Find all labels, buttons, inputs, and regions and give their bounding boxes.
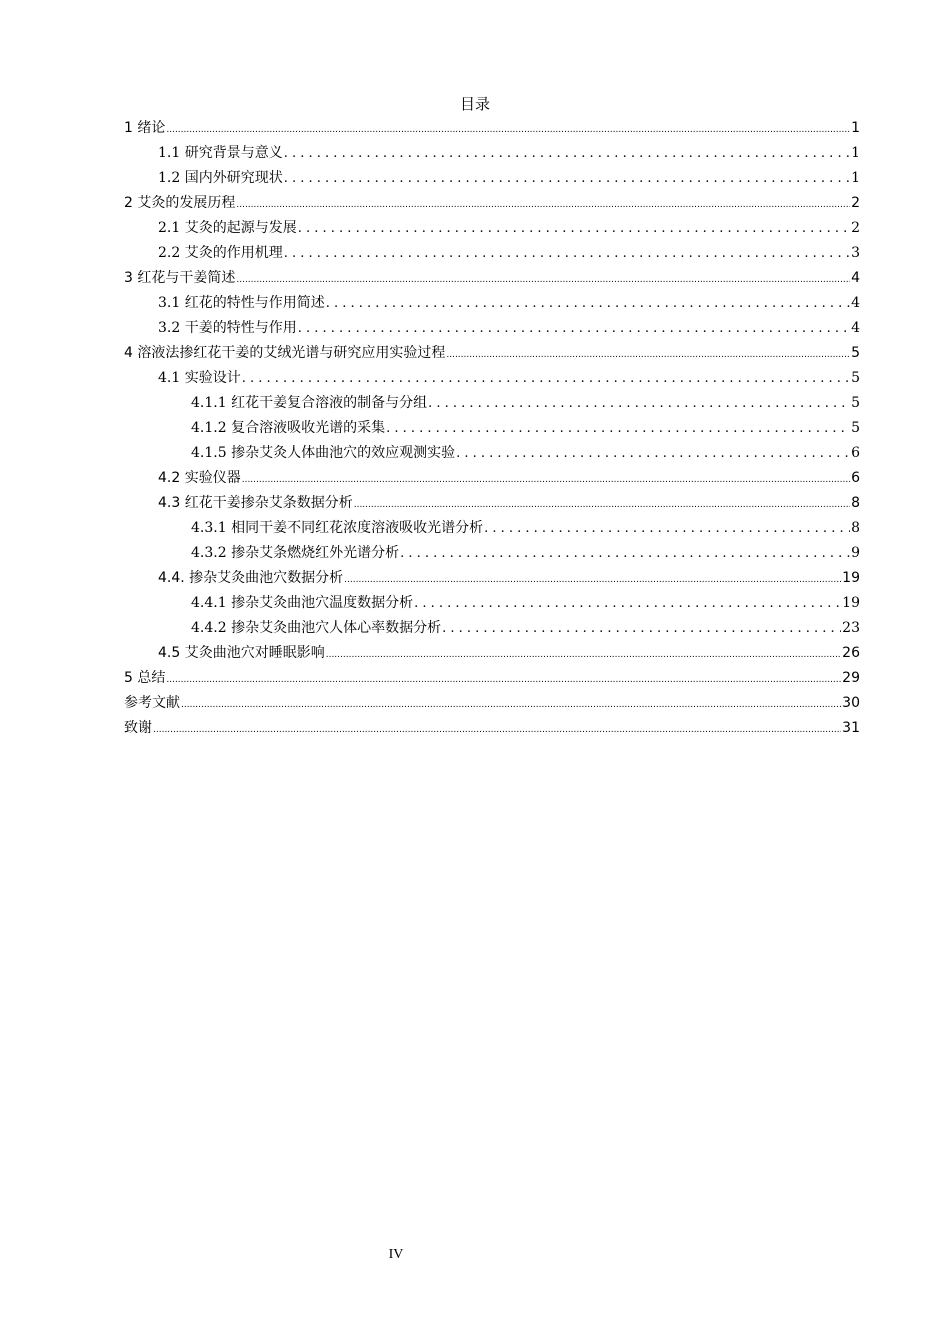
toc-entry-page-number: 5	[851, 420, 860, 436]
dot-leader	[326, 293, 850, 315]
toc-entry[interactable]	[124, 442, 860, 467]
dot-leader	[428, 393, 850, 415]
toc-entry-label: 4.5 艾灸曲池穴对睡眠影响	[158, 645, 325, 661]
dot-leader	[298, 318, 850, 340]
dot-leader	[284, 143, 850, 165]
dot-leader	[181, 694, 841, 716]
toc-entry-label: 致谢	[124, 720, 152, 736]
toc-entry-page-number: 2	[851, 195, 860, 211]
toc-entry-page-number: 4	[851, 270, 860, 286]
toc-entry[interactable]	[124, 717, 860, 742]
toc-entry-page-number: 5	[851, 345, 860, 361]
dot-leader	[386, 418, 850, 440]
toc-entry-label: 4.3.2 掺杂艾条燃烧红外光谱分析	[191, 545, 400, 561]
toc-entry-page-number: 4	[851, 295, 860, 311]
toc-entry-page-number: 1	[851, 170, 860, 186]
toc-entry-page-number: 26	[842, 645, 860, 661]
dot-leader	[236, 269, 850, 291]
toc-entry-label: 4 溶液法掺红花干姜的艾绒光谱与研究应用实验过程	[124, 345, 446, 361]
toc-entry-page-number: 9	[851, 545, 860, 561]
dot-leader	[166, 119, 850, 141]
toc-entry-label: 4.1.1 红花干姜复合溶液的制备与分组	[191, 395, 428, 411]
toc-entry-label: 4.3 红花干姜掺杂艾条数据分析	[158, 495, 353, 511]
toc-entry-page-number: 8	[851, 495, 860, 511]
toc-entry-page-number: 23	[842, 620, 860, 636]
toc-entry-page-number: 3	[851, 245, 860, 261]
toc-entry-page-number: 6	[851, 470, 860, 486]
toc-entry[interactable]	[124, 417, 860, 442]
toc-entry-label: 参考文献	[124, 695, 180, 711]
toc-entry-label: 2.1 艾灸的起源与发展	[158, 220, 297, 236]
dot-leader	[326, 644, 841, 666]
toc-entry[interactable]	[124, 392, 860, 417]
toc-entry[interactable]	[124, 317, 860, 342]
dot-leader	[298, 218, 850, 240]
dot-leader	[284, 243, 850, 265]
toc-entry[interactable]	[124, 267, 860, 292]
toc-entry-label: 3.1 红花的特性与作用简述	[158, 295, 325, 311]
dot-leader	[456, 443, 850, 465]
toc-entry-label: 2 艾灸的发展历程	[124, 195, 236, 211]
toc-entry[interactable]	[124, 492, 860, 517]
dot-leader	[484, 518, 850, 540]
toc-entry-label: 4.1.5 掺杂艾灸人体曲池穴的效应观测实验	[191, 445, 456, 461]
toc-title: 目录	[459, 95, 490, 113]
toc-entry[interactable]	[124, 567, 860, 592]
toc-entry[interactable]	[124, 617, 860, 642]
dot-leader	[236, 194, 850, 216]
toc-entry[interactable]	[124, 142, 860, 167]
toc-entry-label: 4.4.1 掺杂艾灸曲池穴温度数据分析	[191, 595, 414, 611]
toc-entry[interactable]	[124, 367, 860, 392]
dot-leader	[400, 543, 850, 565]
toc-entry-label: 2.2 艾灸的作用机理	[158, 245, 283, 261]
toc-entry-page-number: 6	[851, 445, 860, 461]
toc-entry-label: 4.3.1 相同干姜不同红花浓度溶液吸收光谱分析	[191, 520, 484, 536]
toc-entry-label: 4.2 实验仪器	[158, 470, 241, 486]
toc-entry-label: 1.2 国内外研究现状	[158, 170, 283, 186]
toc-entry-page-number: 31	[842, 720, 860, 736]
toc-entry-page-number: 19	[842, 595, 860, 611]
toc-entry[interactable]	[124, 117, 860, 142]
dot-leader	[344, 569, 841, 591]
table-of-contents	[124, 117, 860, 742]
toc-entry-page-number: 5	[851, 370, 860, 386]
toc-entry[interactable]	[124, 467, 860, 492]
toc-entry-label: 3 红花与干姜简述	[124, 270, 236, 286]
toc-entry-label: 5 总结	[124, 670, 166, 686]
toc-entry[interactable]	[124, 517, 860, 542]
toc-entry-page-number: 5	[851, 395, 860, 411]
toc-entry[interactable]	[124, 217, 860, 242]
toc-entry[interactable]	[124, 192, 860, 217]
toc-entry[interactable]	[124, 292, 860, 317]
toc-entry[interactable]	[124, 342, 860, 367]
dot-leader	[153, 719, 841, 741]
dot-leader	[166, 669, 841, 691]
toc-entry[interactable]	[124, 692, 860, 717]
dot-leader	[354, 494, 850, 516]
page-number-footer: IV	[388, 1247, 404, 1262]
toc-entry[interactable]	[124, 167, 860, 192]
dot-leader	[284, 168, 850, 190]
dot-leader	[442, 618, 841, 640]
dot-leader	[446, 344, 850, 366]
toc-entry[interactable]	[124, 667, 860, 692]
dot-leader	[242, 368, 850, 390]
toc-entry-label: 3.2 干姜的特性与作用	[158, 320, 297, 336]
toc-entry[interactable]	[124, 542, 860, 567]
toc-entry[interactable]	[124, 592, 860, 617]
toc-entry-label: 4.1.2 复合溶液吸收光谱的采集	[191, 420, 386, 436]
toc-entry-page-number: 4	[851, 320, 860, 336]
dot-leader	[414, 593, 841, 615]
toc-entry-page-number: 2	[851, 220, 860, 236]
toc-entry[interactable]	[124, 242, 860, 267]
toc-entry-page-number: 1	[851, 145, 860, 161]
toc-entry-label: 1.1 研究背景与意义	[158, 145, 283, 161]
toc-entry[interactable]	[124, 642, 860, 667]
toc-entry-page-number: 29	[842, 670, 860, 686]
toc-entry-label: 4.1 实验设计	[158, 370, 241, 386]
toc-entry-page-number: 30	[842, 695, 860, 711]
toc-entry-page-number: 1	[851, 120, 860, 136]
toc-entry-label: 4.4.2 掺杂艾灸曲池穴人体心率数据分析	[191, 620, 442, 636]
toc-entry-page-number: 19	[842, 570, 860, 586]
toc-entry-page-number: 8	[851, 520, 860, 536]
toc-entry-label: 1 绪论	[124, 120, 166, 136]
toc-entry-label: 4.4. 掺杂艾灸曲池穴数据分析	[158, 570, 344, 586]
dot-leader	[242, 469, 850, 491]
